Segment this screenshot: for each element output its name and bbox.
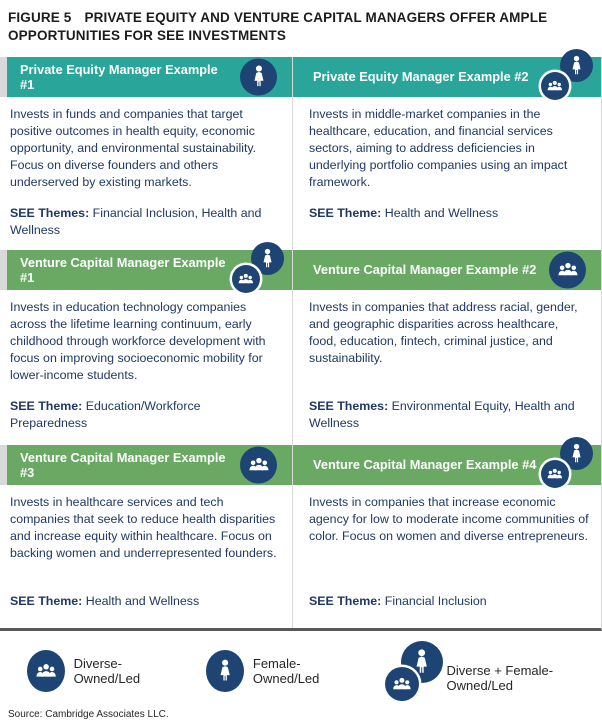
figure-title [0,0,575,45]
card-header [0,57,292,97]
manager-card [0,445,293,628]
manager-card [293,57,601,250]
see-theme-label: SEE Themes: [309,398,389,413]
diverse-icon [27,650,65,692]
female-icon [206,650,244,692]
card-header-title: Venture Capital Manager Example #1 [20,254,226,285]
diverse-female-icon [232,242,284,296]
manager-card [0,57,293,250]
card-description: Invests in companies that address racial, gender, and geographic disparities across healthcare, food, education, fintech, criminal justice, and sustainability. [309,299,578,365]
card-header [0,445,292,485]
card-body [0,97,292,250]
see-theme-label: SEE Theme: [309,593,382,608]
manager-card [0,250,293,445]
legend [27,641,602,701]
manager-grid [0,57,602,631]
manager-card [293,445,601,628]
card-header [0,250,292,290]
card-description: Invests in middle-market companies in the healthcare, education, and financial services sectors, aiming to address deficiencies in underlying portfolio companies using an impact framework. [309,106,568,189]
legend-label: Female-Owned/Led [252,655,320,686]
card-header-title: Private Equity Manager Example #2 [313,69,529,85]
card-body [293,97,601,250]
see-theme-line: SEE Theme: Health and Wellness [309,205,499,220]
figure-label: FIGURE 5 [8,10,72,25]
card-header [293,250,601,290]
manager-card [293,250,601,445]
diverse-icon [549,251,586,288]
card-body [0,485,292,628]
see-theme-label: SEE Theme: [10,593,83,608]
see-theme-line: SEE Theme: Financial Inclusion [309,593,487,608]
card-header-title: Venture Capital Manager Example #2 [313,262,537,278]
card-header-title: Venture Capital Manager Example #3 [20,449,226,480]
card-header [293,57,601,97]
card-header-title: Private Equity Manager Example #1 [20,61,218,92]
see-theme-line: SEE Themes: Environmental Equity, Health and Wellness [309,398,575,430]
card-body [0,290,292,445]
see-theme-line: SEE Theme: Health and Wellness [10,593,200,608]
diverse-icon [541,460,569,488]
see-theme-label: SEE Themes: [10,205,90,220]
see-theme-label: SEE Theme: [309,205,382,220]
source-note: Source: Cambridge Associates LLC. [8,708,169,720]
diverse-icon [240,446,277,483]
legend-label: Diverse + Female-Owned/Led [446,662,554,693]
legend-label: Diverse-Owned/Led [73,655,141,686]
diverse-icon [232,265,260,293]
figure-heading: PRIVATE EQUITY AND VENTURE CAPITAL MANAGERS OFFER AMPLE OPPORTUNITIES FOR SEE INVESTMENTS [8,10,548,43]
card-header [293,445,601,485]
see-theme-line: SEE Themes: Financial Inclusion, Health and Wellness [10,205,262,237]
see-theme-label: SEE Theme: [10,398,83,413]
legend-item [27,650,176,692]
female-icon [240,58,277,95]
diverse-female-icon [541,49,593,103]
card-description: Invests in funds and companies that target positive outcomes in health equity, economic opportunity, and environmental sustainability. Focus on diverse founders and others underserved by existing markets. [10,106,257,189]
diverse-female-icon [385,641,443,701]
see-theme-line: SEE Theme: Education/Workforce Preparedness [10,398,201,430]
legend-item [385,641,602,701]
diverse-female-icon [541,437,593,491]
card-body [293,290,601,445]
legend-item [206,650,355,692]
card-description: Invests in healthcare services and tech companies that seek to reduce health disparities and increase equity within healthcare. Focus on backing women and underrepresented founders. [10,494,277,560]
diverse-icon [385,667,419,701]
card-description: Invests in companies that increase economic agency for low to moderate income communities of color. Focus on women and diverse entrepreneurs. [309,494,589,543]
card-header-title: Venture Capital Manager Example #4 [313,457,537,473]
card-description: Invests in education technology companies across the lifetime learning continuum, early childhood through workforce development with focus on improving socioeconomic mobility for lower-income students. [10,299,266,382]
diverse-icon [541,72,569,100]
card-body [293,485,601,628]
